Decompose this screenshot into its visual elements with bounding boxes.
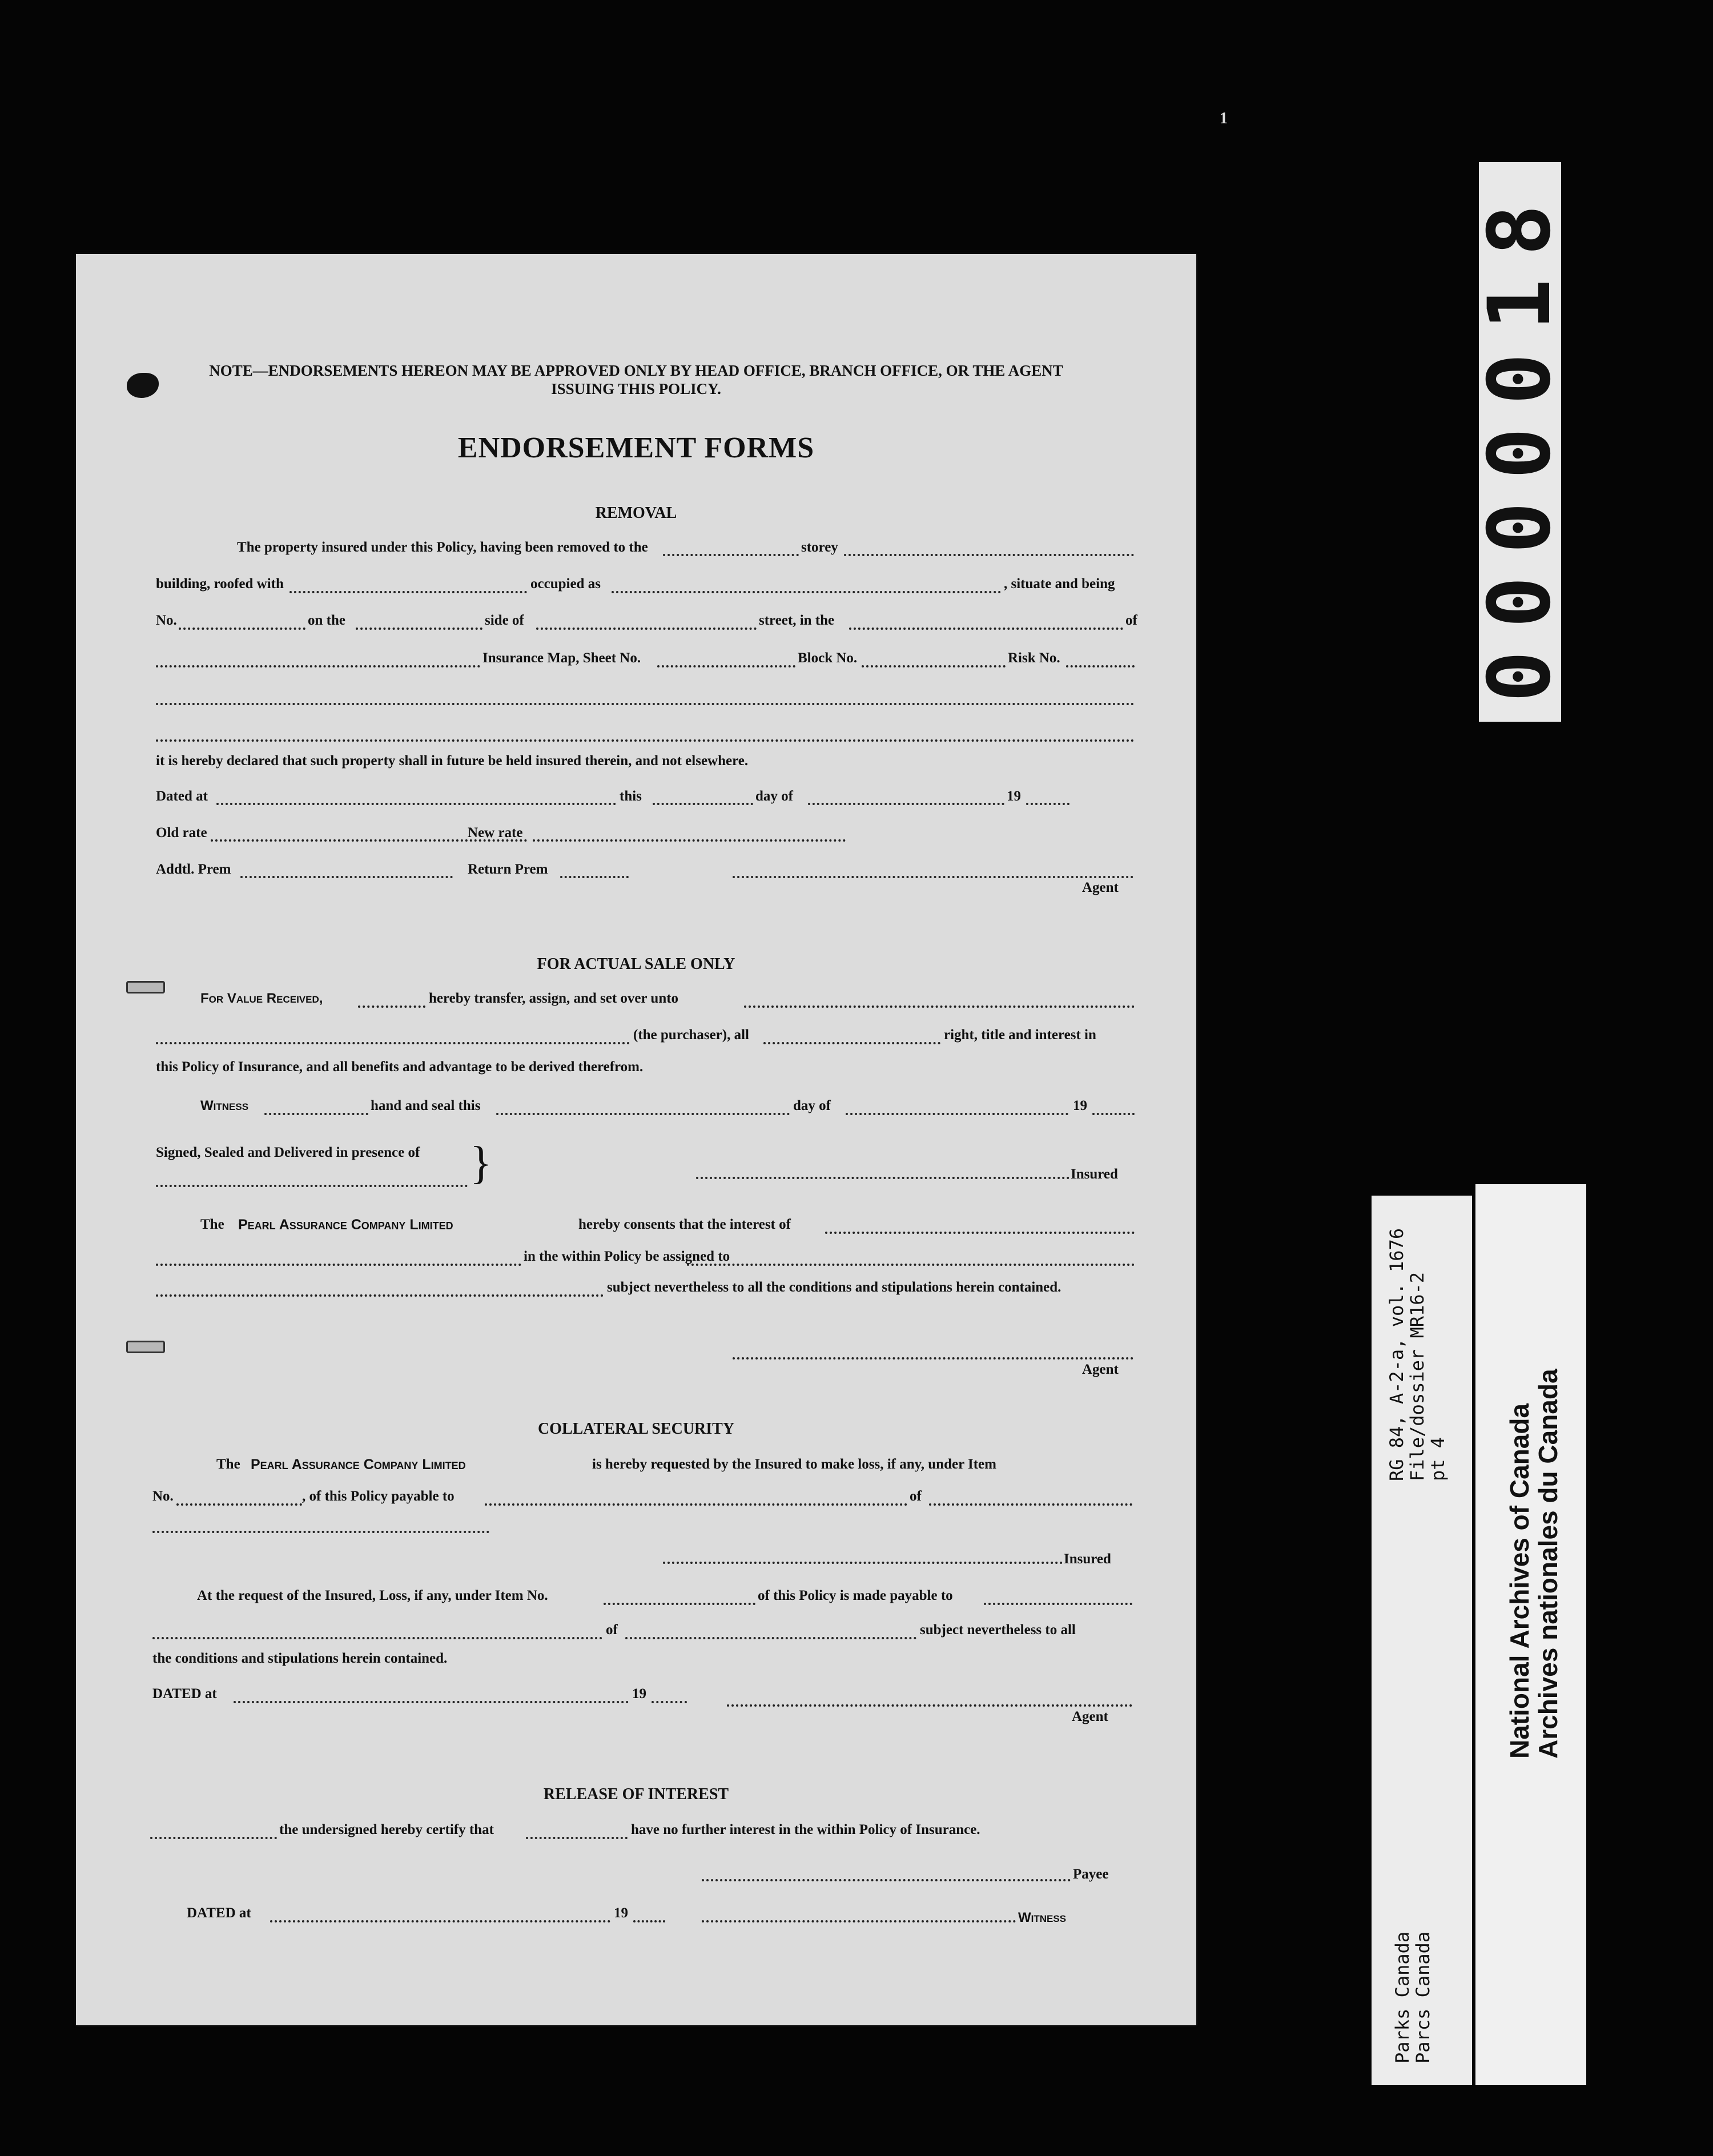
blank-line	[156, 665, 480, 667]
note-line-2: ISSUING THIS POLICY.	[551, 380, 721, 397]
sale-text: subject nevertheless to all the conditions and stipulations herein contained.	[607, 1280, 1061, 1295]
collateral-text: No.	[152, 1489, 174, 1504]
blank-line	[808, 803, 1004, 805]
frame-number: 0000018	[1470, 181, 1570, 703]
removal-text: , situate and being	[1004, 576, 1115, 592]
removal-text: street, in the	[759, 613, 835, 628]
corner-mark: 1	[1220, 110, 1228, 127]
sale-heading: FOR ACTUAL SALE ONLY	[537, 955, 735, 973]
sale-text: (the purchaser), all	[633, 1027, 749, 1043]
signature-line	[733, 876, 1133, 878]
blank-line	[560, 876, 629, 878]
sale-text: The	[200, 1217, 224, 1232]
blank-line	[216, 803, 616, 805]
note-block	[76, 361, 1196, 398]
blank-line	[289, 591, 527, 593]
removal-text: Risk No.	[1008, 650, 1060, 666]
dated-at-label: DATED at	[187, 1905, 251, 1921]
document-page	[76, 254, 1196, 2025]
blank-line	[270, 1920, 610, 1922]
collateral-text: The	[216, 1457, 240, 1472]
signature-line	[702, 1879, 1071, 1881]
this-label: this	[620, 789, 642, 804]
removal-text: of	[1125, 613, 1137, 628]
company-name: Pearl Assurance Company Limited	[238, 1217, 453, 1233]
blank-line	[533, 839, 846, 842]
agent-label: Agent	[1072, 1709, 1108, 1724]
blank-line	[1026, 803, 1069, 805]
collateral-heading: COLLATERAL SECURITY	[537, 1420, 735, 1438]
blank-line	[526, 1837, 628, 1839]
blank-line	[152, 1637, 602, 1639]
year-label: 19	[1073, 1098, 1087, 1113]
collateral-text: is hereby requested by the Insured to make loss, if any, under Item	[592, 1457, 996, 1472]
removal-declaration: it is hereby declared that such property shall in future be held insured therein, and not elsewhere.	[156, 753, 749, 769]
release-text: have no further interest in the within Policy of Insurance.	[631, 1822, 980, 1837]
witness-label: Witness	[200, 1098, 249, 1113]
removal-text: No.	[156, 613, 177, 628]
parks-canada-fr: Parcs Canada	[1412, 1931, 1434, 2064]
blank-line	[1066, 665, 1135, 667]
parks-canada-en: Parks Canada	[1392, 1931, 1413, 2064]
paper-clip-mark	[126, 981, 165, 993]
payee-label: Payee	[1073, 1867, 1109, 1882]
blank-line	[152, 1531, 489, 1533]
signature-line	[663, 1562, 1063, 1564]
blank-line	[240, 876, 453, 878]
witness-label: Witness	[1018, 1910, 1067, 1925]
blank-line	[179, 628, 305, 630]
blank-line	[862, 665, 1006, 667]
collateral-text: of this Policy is made payable to	[758, 1588, 953, 1603]
blank-line	[663, 554, 799, 556]
blank-line	[156, 1042, 630, 1044]
collateral-text: of	[910, 1489, 922, 1504]
year-label: 19	[1007, 789, 1021, 804]
blank-line	[657, 665, 795, 667]
addtl-prem-label: Addtl. Prem	[156, 862, 231, 877]
collateral-text: of	[606, 1622, 618, 1638]
reference-line-2: File/dossier MR16-2	[1406, 1272, 1428, 1481]
sale-text: hand and seal this	[371, 1098, 481, 1113]
blank-line	[653, 803, 753, 805]
blank-line	[150, 1837, 277, 1839]
company-name: Pearl Assurance Company Limited	[251, 1457, 466, 1473]
removal-text: on the	[308, 613, 345, 628]
signature-line	[727, 1704, 1132, 1707]
insured-label: Insured	[1064, 1551, 1111, 1567]
sale-text: this Policy of Insurance, and all benefits and advantage to be derived therefrom.	[156, 1059, 644, 1075]
dated-at-label: Dated at	[156, 789, 208, 804]
removal-text: storey	[801, 540, 838, 555]
dated-at-label: DATED at	[152, 1686, 217, 1702]
blank-line	[1092, 1113, 1135, 1115]
blank-line	[156, 1264, 521, 1266]
sale-text: in the within Policy be assigned to	[524, 1249, 730, 1264]
signature-line	[702, 1920, 1016, 1922]
blank-line	[536, 628, 757, 630]
blank-line	[485, 1503, 907, 1506]
blank-line	[633, 1920, 665, 1922]
blank-line	[612, 591, 1001, 593]
removal-heading: REMOVAL	[595, 504, 677, 522]
blank-line	[849, 628, 1123, 630]
old-rate-label: Old rate	[156, 825, 207, 840]
collateral-text: the conditions and stipulations herein contained.	[152, 1651, 448, 1666]
blank-line	[984, 1603, 1132, 1605]
blank-line	[929, 1503, 1132, 1506]
blank-line	[625, 1637, 916, 1639]
day-of-label: day of	[793, 1098, 831, 1113]
archives-name-fr: Archives nationales du Canada	[1533, 1369, 1563, 1759]
blank-line	[156, 1294, 604, 1297]
blank-line	[744, 1005, 1135, 1008]
removal-text: occupied as	[530, 576, 601, 592]
signature-line	[733, 1357, 1133, 1359]
blank-line	[156, 1185, 468, 1187]
paper-clip-mark	[126, 1341, 165, 1353]
archives-name-strip	[1475, 1184, 1586, 2085]
blank-line	[687, 1264, 1135, 1266]
agent-label: Agent	[1082, 1362, 1119, 1377]
sale-text: hereby consents that the interest of	[578, 1217, 791, 1232]
blank-line	[763, 1042, 940, 1044]
insured-label: Insured	[1071, 1167, 1118, 1182]
blank-line	[156, 703, 1135, 705]
title-block	[76, 431, 1196, 465]
blank-line	[496, 1113, 790, 1115]
parks-canada-label	[1392, 1932, 1433, 2064]
sale-text: hereby transfer, assign, and set over unto	[429, 991, 679, 1006]
signature-line	[696, 1177, 1069, 1179]
blank-line	[356, 628, 482, 630]
archive-reference	[1386, 1228, 1448, 1481]
blank-line	[234, 1701, 629, 1703]
archives-name-en: National Archives of Canada	[1505, 1403, 1534, 1759]
blank-line	[264, 1113, 368, 1115]
blank-line	[846, 1113, 1068, 1115]
year-label: 19	[614, 1905, 628, 1921]
agent-label: Agent	[1082, 880, 1119, 895]
blank-line	[604, 1603, 755, 1605]
release-heading: RELEASE OF INTEREST	[543, 1785, 729, 1803]
blank-line	[844, 554, 1134, 556]
signed-label: Signed, Sealed and Delivered in presence of	[156, 1145, 420, 1160]
collateral-text: , of this Policy payable to	[302, 1489, 455, 1504]
blank-line	[176, 1503, 302, 1506]
brace: }	[470, 1138, 492, 1188]
removal-text: The property insured under this Policy, having been removed to the	[237, 540, 648, 555]
release-text: the undersigned hereby certify that	[279, 1822, 494, 1837]
value-received: For Value Received,	[200, 991, 323, 1006]
frame-number-strip	[1470, 162, 1570, 722]
blank-line	[825, 1232, 1135, 1234]
return-prem-label: Return Prem	[468, 862, 548, 877]
removal-text: side of	[485, 613, 524, 628]
page-title: ENDORSEMENT FORMS	[457, 432, 815, 464]
archives-name	[1505, 1369, 1562, 1759]
reference-line-1: RG 84, A-2-a, vol. 1676	[1386, 1228, 1408, 1481]
note-line-1: NOTE—ENDORSEMENTS HEREON MAY BE APPROVED ONLY BY HEAD OFFICE, BRANCH OFFICE, OR THE AGENT	[209, 362, 1063, 379]
reference-line-3: pt 4	[1427, 1437, 1449, 1481]
collateral-text: At the request of the Insured, Loss, if any, under Item No.	[197, 1588, 548, 1603]
removal-text: Insurance Map, Sheet No.	[482, 650, 641, 666]
removal-text: building, roofed with	[156, 576, 284, 592]
blank-line	[156, 739, 1135, 742]
day-of-label: day of	[755, 789, 793, 804]
collateral-text: subject nevertheless to all	[920, 1622, 1076, 1638]
year-label: 19	[632, 1686, 646, 1702]
sale-text: right, title and interest in	[944, 1027, 1096, 1043]
new-rate-label: New rate	[468, 825, 523, 840]
blank-line	[358, 1005, 425, 1008]
blank-line	[652, 1701, 687, 1703]
removal-text: Block No.	[798, 650, 858, 666]
archive-reference-strip	[1372, 1196, 1472, 2085]
